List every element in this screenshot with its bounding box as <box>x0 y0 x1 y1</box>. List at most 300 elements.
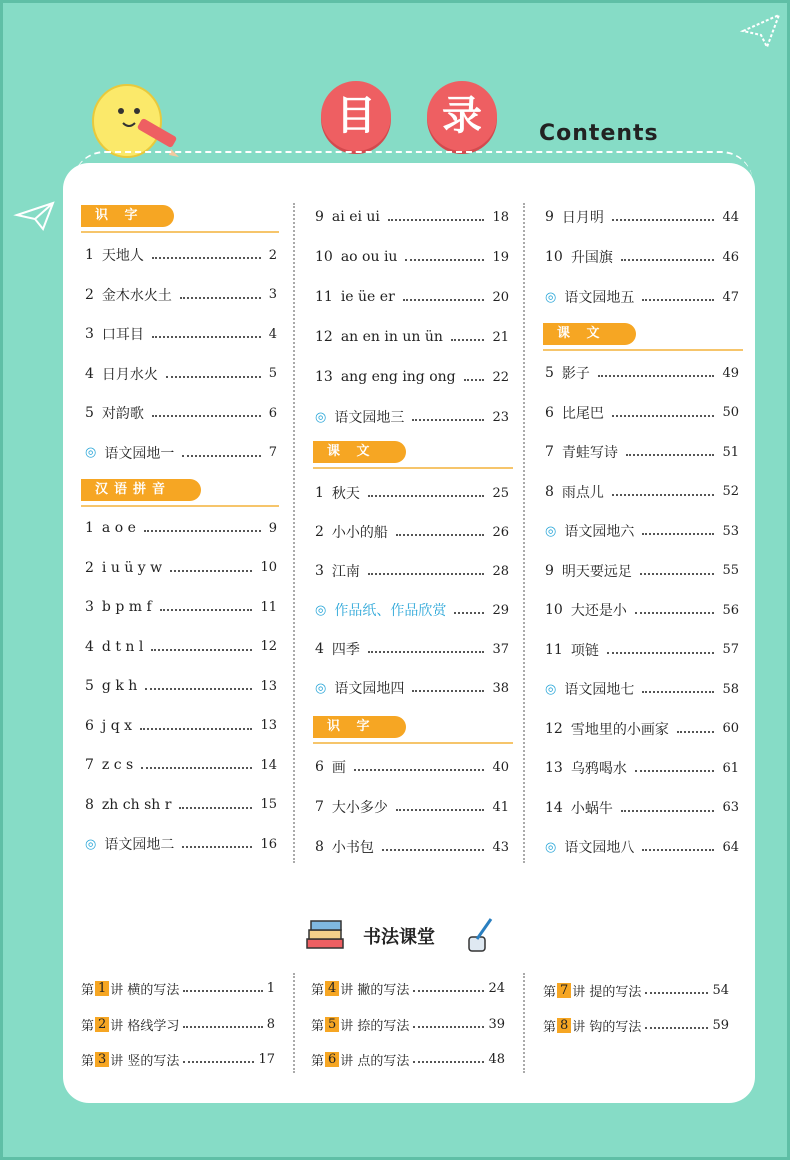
entry-title: ai ei ui <box>331 209 380 225</box>
toc-entry[interactable] <box>85 832 277 856</box>
lesson-number: 5 <box>325 1017 339 1032</box>
circle-bullet-icon: ◎ <box>85 445 97 460</box>
dot-leader <box>382 849 485 851</box>
entry-number: 12 <box>545 720 563 737</box>
calligraphy-lesson[interactable] <box>543 980 729 1000</box>
section-underline <box>313 742 513 744</box>
page-number: 26 <box>492 524 509 540</box>
entry-title: 四季 <box>331 642 360 658</box>
toc-entry[interactable] <box>545 361 739 385</box>
dot-leader <box>182 846 252 848</box>
dot-leader <box>413 1026 484 1028</box>
entry-title: 日月明 <box>561 210 604 226</box>
entry-number: 8 <box>85 796 94 813</box>
entry-title: 语文园地五 <box>564 290 635 306</box>
entry-title: 天地人 <box>101 248 144 264</box>
section-label: 识 字 <box>313 716 406 738</box>
dot-leader <box>642 533 714 535</box>
toc-entry[interactable] <box>545 756 739 780</box>
ink-bottle-icon <box>465 917 495 953</box>
lesson-title: 讲 格线学习 <box>110 1018 180 1034</box>
dot-leader <box>645 992 708 994</box>
entry-title: 明天要远足 <box>561 563 632 580</box>
entry-title: j q x <box>101 717 133 734</box>
entry-title: 语文园地四 <box>334 681 405 697</box>
page-number: 40 <box>492 759 509 775</box>
toc-entry[interactable] <box>545 796 739 820</box>
circle-bullet-icon: ◎ <box>545 523 557 539</box>
toc-entry[interactable] <box>315 245 509 269</box>
entry-title: 乌鸦喝水 <box>570 761 627 777</box>
page-number: 58 <box>722 681 739 697</box>
column-divider <box>523 203 525 863</box>
section-underline <box>313 467 513 469</box>
entry-number: 2 <box>85 559 94 576</box>
page-number: 55 <box>722 563 739 578</box>
section-label: 汉语拼音 <box>81 479 201 501</box>
entry-number: 6 <box>85 717 94 734</box>
entry-title: 语文园地二 <box>104 837 175 853</box>
dot-leader <box>607 652 715 654</box>
lesson-prefix: 第 <box>311 1018 325 1034</box>
toc-entry[interactable] <box>315 559 509 583</box>
page-number: 47 <box>722 289 739 305</box>
page-number: 22 <box>492 369 509 385</box>
entry-title: 项链 <box>570 642 599 659</box>
page-number: 20 <box>492 289 509 305</box>
page-number: 48 <box>488 1051 505 1067</box>
dot-leader <box>170 570 252 572</box>
entry-title: 语文园地一 <box>104 445 175 462</box>
lesson-title: 讲 钩的写法 <box>572 1019 642 1035</box>
entry-number: 6 <box>315 759 324 775</box>
circle-bullet-icon: ◎ <box>315 602 327 618</box>
entry-number: 7 <box>315 799 324 815</box>
dot-leader <box>179 807 252 809</box>
dot-leader <box>642 299 714 301</box>
lesson-title: 讲 捺的写法 <box>340 1018 410 1034</box>
dot-leader <box>642 691 714 693</box>
section-underline <box>81 505 279 507</box>
toc-entry[interactable] <box>85 283 277 307</box>
toc-entry[interactable] <box>315 795 509 819</box>
entry-title: 金木水火土 <box>101 287 172 304</box>
entry-title: z c s <box>101 757 134 773</box>
entry-title: 语文园地七 <box>564 682 635 698</box>
section-heading <box>543 323 636 345</box>
calligraphy-lesson[interactable] <box>543 1015 729 1035</box>
circle-bullet-icon: ◎ <box>315 680 327 696</box>
calligraphy-heading: 书法课堂 <box>363 927 435 948</box>
entry-title: 画 <box>331 760 346 776</box>
entry-title: 小蜗牛 <box>570 800 613 817</box>
dot-leader <box>635 770 715 772</box>
page-number: 60 <box>722 721 739 736</box>
page-number: 37 <box>492 641 509 657</box>
dot-leader <box>626 454 715 456</box>
toc-entry[interactable] <box>315 365 509 389</box>
entry-title: g k h <box>101 678 138 694</box>
entry-title: 口耳目 <box>101 327 144 343</box>
page-number: 59 <box>712 1017 729 1033</box>
dot-leader <box>151 649 252 651</box>
circle-bullet-icon: ◎ <box>545 289 557 305</box>
entry-title: ao ou iu <box>340 249 398 265</box>
entry-title: 雪地里的小画家 <box>570 721 669 738</box>
toc-entry[interactable] <box>85 401 277 425</box>
toc-entry[interactable] <box>545 598 739 622</box>
toc-entry[interactable] <box>545 835 739 859</box>
entry-title: 大小多少 <box>331 800 388 816</box>
dot-leader <box>621 810 715 812</box>
toc-entry[interactable] <box>315 205 509 229</box>
entry-title: 雨点儿 <box>561 484 604 501</box>
toc-entry[interactable] <box>545 717 739 741</box>
page-number: 16 <box>260 836 277 852</box>
toc-entry[interactable] <box>545 245 739 269</box>
entry-number: 9 <box>545 562 554 579</box>
dot-leader <box>145 688 252 690</box>
entry-title: 日月水火 <box>101 366 158 383</box>
paper-plane-icon <box>739 9 783 53</box>
lesson-number: 1 <box>95 981 109 996</box>
page-number: 8 <box>266 1016 275 1032</box>
column-divider <box>293 203 295 863</box>
page-number: 13 <box>260 678 277 694</box>
page-number: 11 <box>260 599 277 615</box>
page-number: 25 <box>492 485 509 501</box>
toc-entry[interactable] <box>85 362 277 386</box>
page-number: 64 <box>722 839 739 855</box>
entry-title: a o e <box>101 520 136 536</box>
page-number: 39 <box>488 1016 505 1032</box>
calligraphy-lesson[interactable] <box>311 1014 505 1034</box>
toc-entry[interactable] <box>315 835 509 859</box>
entry-number: 8 <box>315 839 324 855</box>
lesson-number: 4 <box>325 981 339 996</box>
entry-title: 语文园地六 <box>564 524 635 540</box>
dot-leader <box>612 219 715 221</box>
dot-leader <box>182 455 260 457</box>
dot-leader <box>413 1061 484 1063</box>
lesson-number: 6 <box>325 1052 339 1067</box>
entry-number: 11 <box>315 289 333 305</box>
calligraphy-lesson[interactable] <box>81 1049 275 1069</box>
entry-title: 对韵歌 <box>101 406 144 422</box>
entry-number: 4 <box>315 641 324 657</box>
page-number: 53 <box>722 523 739 539</box>
section-underline <box>81 231 279 233</box>
section-label: 课 文 <box>543 323 636 345</box>
page-number: 15 <box>260 797 277 812</box>
section-label: 课 文 <box>313 441 406 463</box>
toc-entry[interactable] <box>545 480 739 504</box>
entry-title: an en in un ün <box>340 329 443 345</box>
page-number: 18 <box>492 209 509 225</box>
entry-number: 3 <box>85 326 94 342</box>
section-underline <box>543 349 743 351</box>
page-number: 50 <box>722 405 739 420</box>
dot-leader <box>388 219 485 221</box>
entry-number: 7 <box>85 757 94 773</box>
entry-number: 6 <box>545 404 554 421</box>
books-icon <box>303 915 347 951</box>
entry-title: 升国旗 <box>570 250 613 266</box>
dot-leader <box>403 299 485 301</box>
entry-number: 13 <box>315 369 333 385</box>
dot-leader <box>183 1026 262 1028</box>
toc-entry[interactable] <box>85 243 277 267</box>
page-number: 17 <box>258 1051 275 1067</box>
entry-number: 1 <box>315 485 324 501</box>
entry-number: 10 <box>315 249 333 265</box>
dot-leader <box>183 1061 254 1063</box>
page-number: 2 <box>268 247 277 263</box>
lesson-prefix: 第 <box>311 1053 325 1069</box>
page-number: 63 <box>722 800 739 815</box>
entry-title: d t n l <box>101 638 144 655</box>
dot-leader <box>368 651 485 653</box>
page-number: 23 <box>492 409 509 425</box>
lesson-title: 讲 横的写法 <box>110 982 180 998</box>
toc-entry[interactable] <box>85 322 277 346</box>
entry-number: 11 <box>545 641 563 658</box>
toc-entry[interactable] <box>85 516 277 540</box>
page-number: 57 <box>722 642 739 657</box>
lesson-prefix: 第 <box>543 984 557 1000</box>
entry-number: 5 <box>545 365 554 381</box>
dot-leader <box>140 728 252 730</box>
toc-entry[interactable] <box>85 753 277 777</box>
page-number: 46 <box>722 249 739 265</box>
entry-number: 13 <box>545 760 563 776</box>
entry-number: 10 <box>545 602 563 618</box>
lesson-title: 讲 点的写法 <box>340 1053 410 1069</box>
circle-bullet-icon: ◎ <box>545 681 557 697</box>
toc-entry[interactable] <box>85 441 277 465</box>
entry-number: 2 <box>315 524 324 540</box>
entry-number: 9 <box>545 209 554 225</box>
page-number: 28 <box>492 563 509 579</box>
dot-leader <box>160 609 253 611</box>
entry-title: 小书包 <box>331 840 374 856</box>
dot-leader <box>396 534 485 536</box>
page-number: 54 <box>712 982 729 998</box>
entry-title: 比尾巴 <box>561 405 604 422</box>
entry-title: 小小的船 <box>331 525 388 541</box>
toc-entry[interactable] <box>315 481 509 505</box>
dot-leader <box>180 297 261 299</box>
dot-leader <box>412 690 484 692</box>
paper-plane-icon <box>13 193 57 237</box>
entry-number: 4 <box>85 638 94 655</box>
toc-entry[interactable] <box>85 556 277 580</box>
dot-leader <box>612 494 715 496</box>
page-number: 38 <box>492 680 509 696</box>
toc-entry[interactable] <box>315 637 509 661</box>
circle-bullet-icon: ◎ <box>315 409 327 425</box>
toc-entry[interactable] <box>545 559 739 583</box>
circle-bullet-icon: ◎ <box>545 839 557 855</box>
entry-title: i u ü y w <box>101 559 163 576</box>
dot-leader <box>621 259 715 261</box>
page-number: 13 <box>260 718 277 733</box>
entry-number: 10 <box>545 249 563 265</box>
page-number: 21 <box>492 329 509 345</box>
toc-entry[interactable] <box>85 714 277 738</box>
lesson-prefix: 第 <box>311 982 325 998</box>
page-number: 29 <box>492 602 509 618</box>
page-number: 41 <box>492 799 509 815</box>
page-number: 1 <box>266 980 275 996</box>
calligraphy-lesson[interactable] <box>81 1014 275 1034</box>
page-number: 51 <box>722 444 739 460</box>
dot-leader <box>152 415 261 417</box>
page-number: 19 <box>492 249 509 265</box>
entry-number: 9 <box>315 209 324 225</box>
section-heading <box>81 479 201 501</box>
calligraphy-lesson[interactable] <box>81 978 275 998</box>
lesson-number: 8 <box>557 1018 571 1033</box>
lesson-title: 讲 竖的写法 <box>110 1053 180 1069</box>
dot-leader <box>396 809 485 811</box>
toc-entry[interactable] <box>545 638 739 662</box>
title-char-1: 目 <box>321 81 391 151</box>
entry-number: 14 <box>545 799 563 816</box>
lesson-number: 2 <box>95 1017 109 1032</box>
entry-number: 3 <box>85 599 94 615</box>
entry-title: 语文园地八 <box>564 840 635 856</box>
toc-entry[interactable] <box>545 519 739 543</box>
title-english: Contents <box>539 121 659 146</box>
dot-leader <box>413 990 484 992</box>
entry-title: 大还是小 <box>570 603 627 619</box>
dot-leader <box>152 257 261 259</box>
page-number: 10 <box>260 560 277 575</box>
dot-leader <box>183 990 262 992</box>
entry-title: 青蛙写诗 <box>561 445 618 461</box>
lesson-number: 7 <box>557 983 571 998</box>
toc-entry[interactable] <box>545 205 739 229</box>
page-number: 52 <box>722 484 739 499</box>
lesson-divider <box>523 973 525 1073</box>
lesson-prefix: 第 <box>543 1019 557 1035</box>
entry-title: ie üe er <box>340 289 395 305</box>
entry-title: 江南 <box>331 564 360 580</box>
page-number: 5 <box>268 366 277 381</box>
page-number: 7 <box>268 445 277 460</box>
dot-leader <box>451 339 485 341</box>
dot-leader <box>454 612 484 614</box>
dot-leader <box>612 415 715 417</box>
dot-leader <box>166 376 261 378</box>
section-heading <box>313 716 406 738</box>
page-number: 12 <box>260 639 277 654</box>
toc-entry[interactable] <box>315 405 509 429</box>
section-label: 识 字 <box>81 205 174 227</box>
dot-leader <box>368 573 485 575</box>
toc-entry[interactable] <box>85 793 277 817</box>
lesson-number: 3 <box>95 1052 109 1067</box>
toc-entry[interactable] <box>85 674 277 698</box>
entry-number: 1 <box>85 247 94 263</box>
page-number: 61 <box>722 760 739 776</box>
calligraphy-title <box>303 915 503 955</box>
page-number: 44 <box>722 209 739 225</box>
page-number: 56 <box>722 602 739 618</box>
page-number: 4 <box>268 326 277 342</box>
entry-title: zh ch sh r <box>101 796 172 813</box>
dot-leader <box>368 495 485 497</box>
entry-title: b p m f <box>101 599 152 615</box>
toc-entry[interactable] <box>545 677 739 701</box>
dot-leader <box>645 1027 708 1029</box>
entry-number: 3 <box>315 563 324 579</box>
toc-entry[interactable] <box>315 755 509 779</box>
calligraphy-lesson[interactable] <box>311 1049 505 1069</box>
section-heading <box>313 441 406 463</box>
entry-number: 7 <box>545 444 554 460</box>
toc-entry[interactable] <box>315 520 509 544</box>
entry-number: 12 <box>315 329 333 345</box>
entry-number: 5 <box>85 678 94 694</box>
dot-leader <box>598 375 715 377</box>
toc-entry[interactable] <box>315 676 509 700</box>
dot-leader <box>464 379 485 381</box>
title-char-2: 录 <box>427 81 497 151</box>
dot-leader <box>677 731 715 733</box>
calligraphy-lesson[interactable] <box>311 978 505 998</box>
dot-leader <box>141 767 252 769</box>
dot-leader <box>412 419 484 421</box>
page-number: 24 <box>488 980 505 996</box>
dot-leader <box>405 259 484 261</box>
entry-title: ang eng ing ong <box>340 369 456 385</box>
toc-entry[interactable] <box>315 598 509 622</box>
page-number: 9 <box>268 520 277 536</box>
entry-number: 1 <box>85 520 94 536</box>
lesson-prefix: 第 <box>81 1053 95 1069</box>
page-number: 6 <box>268 405 277 421</box>
toc-entry[interactable] <box>545 285 739 309</box>
toc-entry[interactable] <box>545 440 739 464</box>
page-number: 43 <box>492 839 509 855</box>
toc-entry[interactable] <box>85 635 277 659</box>
lesson-prefix: 第 <box>81 1018 95 1034</box>
toc-entry[interactable] <box>315 325 509 349</box>
entry-title: 作品纸、作品欣赏 <box>334 603 447 619</box>
dot-leader <box>640 573 715 575</box>
dot-leader <box>354 769 485 771</box>
page-number: 14 <box>260 757 277 773</box>
toc-entry[interactable] <box>545 401 739 425</box>
dot-leader <box>642 849 714 851</box>
dot-leader <box>152 336 261 338</box>
entry-title: 语文园地三 <box>334 410 405 426</box>
lesson-title: 讲 撇的写法 <box>340 982 410 998</box>
entry-number: 2 <box>85 286 94 303</box>
dot-leader <box>635 612 715 614</box>
dot-leader <box>144 530 261 532</box>
page-number: 3 <box>268 287 277 302</box>
circle-bullet-icon: ◎ <box>85 836 97 852</box>
toc-entry[interactable] <box>85 595 277 619</box>
entry-title: 影子 <box>561 366 590 382</box>
lesson-prefix: 第 <box>81 982 95 998</box>
toc-entry[interactable] <box>315 285 509 309</box>
entry-number: 4 <box>85 365 94 382</box>
entry-number: 8 <box>545 483 554 500</box>
